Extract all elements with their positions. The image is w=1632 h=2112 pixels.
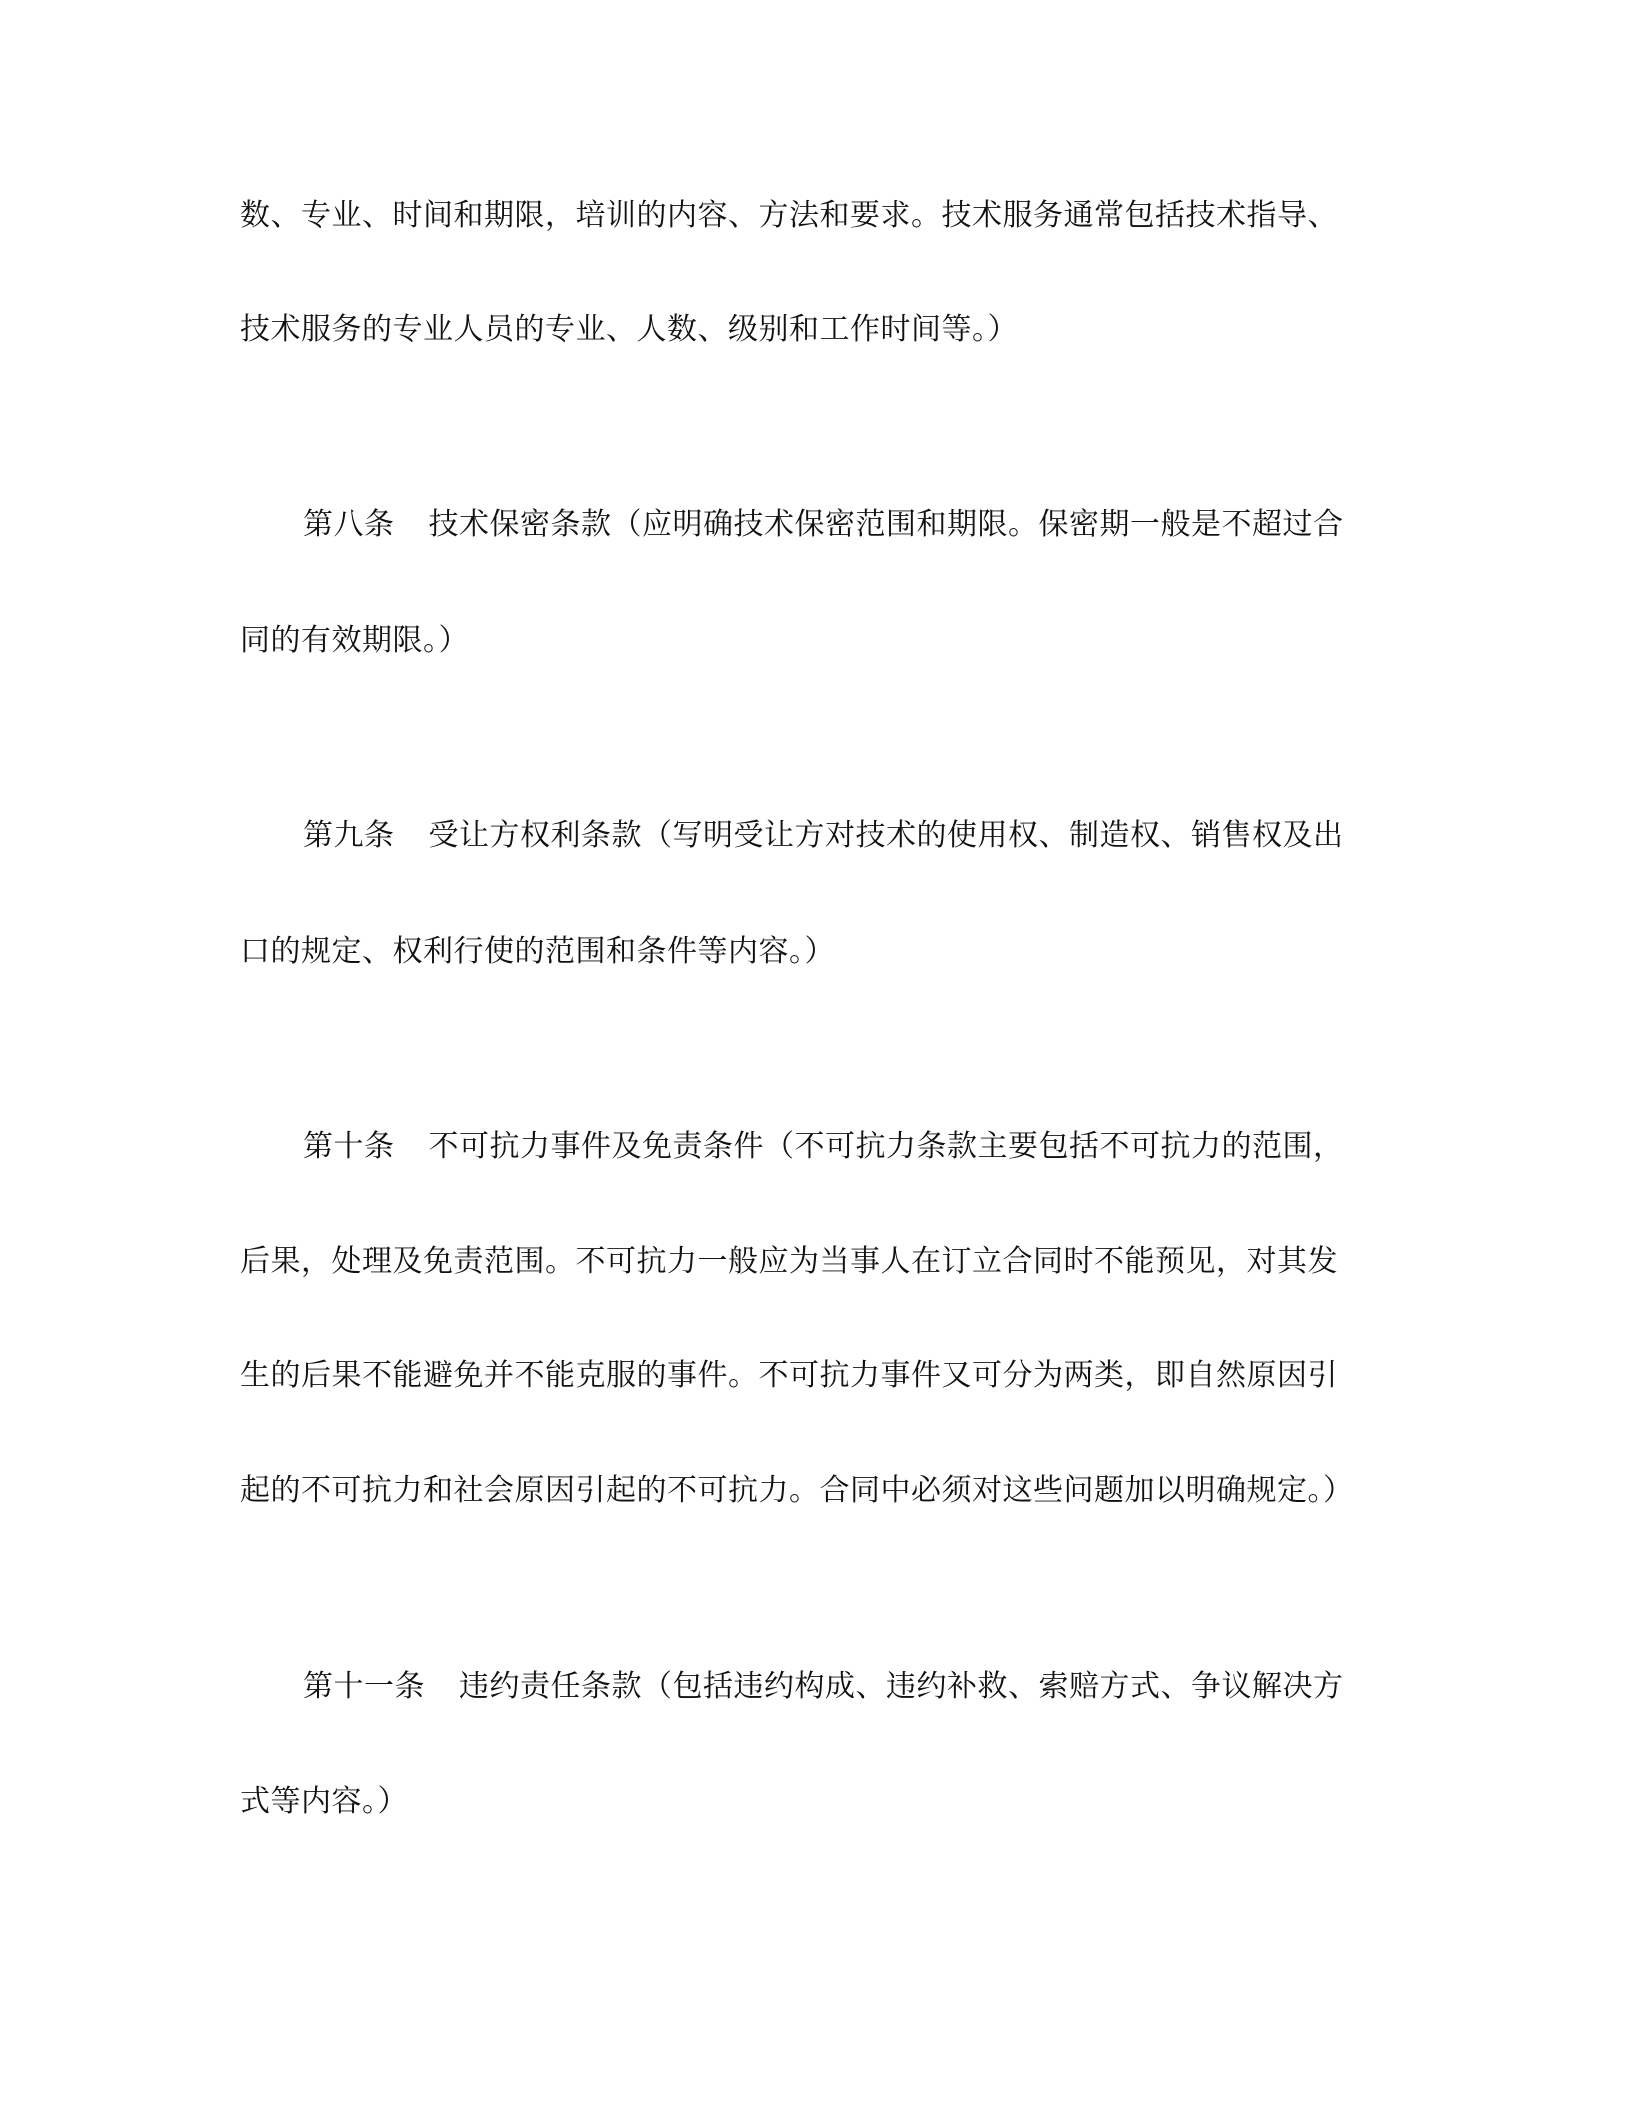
article-9-first-line (303, 816, 1453, 856)
article-11-text: 违约责任条款（包括违约构成、违约补救、索赔方式、争议解决方 (459, 1669, 1344, 1704)
article-11-first-line (303, 1667, 1453, 1707)
article-9-heading: 第九条 (303, 818, 395, 853)
article-11-heading: 第十一条 (303, 1669, 425, 1704)
article-8-heading: 第八条 (303, 507, 395, 542)
article-8-first-line (303, 505, 1453, 545)
article-10-heading: 第十条 (303, 1129, 395, 1164)
article-11-line-2: 式等内容。） (240, 1784, 408, 1819)
article-10-line-4: 起的不可抗力和社会原因引起的不可抗力。合同中必须对这些问题加以明确规定。） (240, 1473, 1354, 1508)
article-10-text: 不可抗力事件及免责条件（不可抗力条款主要包括不可抗力的范围， (428, 1129, 1344, 1164)
article-10-line-3: 生的后果不能避免并不能克服的事件。不可抗力事件又可分为两类，即自然原因引 (240, 1358, 1338, 1393)
article-10-first-line (303, 1127, 1453, 1167)
article-8-line-2: 同的有效期限。） (240, 623, 469, 658)
article-9-text: 受让方权利条款（写明受让方对技术的使用权、制造权、销售权及出 (428, 818, 1344, 853)
article-8-text: 技术保密条款（应明确技术保密范围和期限。保密期一般是不超过合 (428, 507, 1344, 542)
continuation-line-2: 技术服务的专业人员的专业、人数、级别和工作时间等。） (240, 312, 1018, 347)
article-10-line-2: 后果，处理及免责范围。不可抗力一般应为当事人在订立合同时不能预见，对其发 (240, 1244, 1338, 1279)
article-9-line-2: 口的规定、权利行使的范围和条件等内容。） (240, 934, 835, 969)
continuation-line-1: 数、专业、时间和期限，培训的内容、方法和要求。技术服务通常包括技术指导、 (240, 198, 1338, 233)
